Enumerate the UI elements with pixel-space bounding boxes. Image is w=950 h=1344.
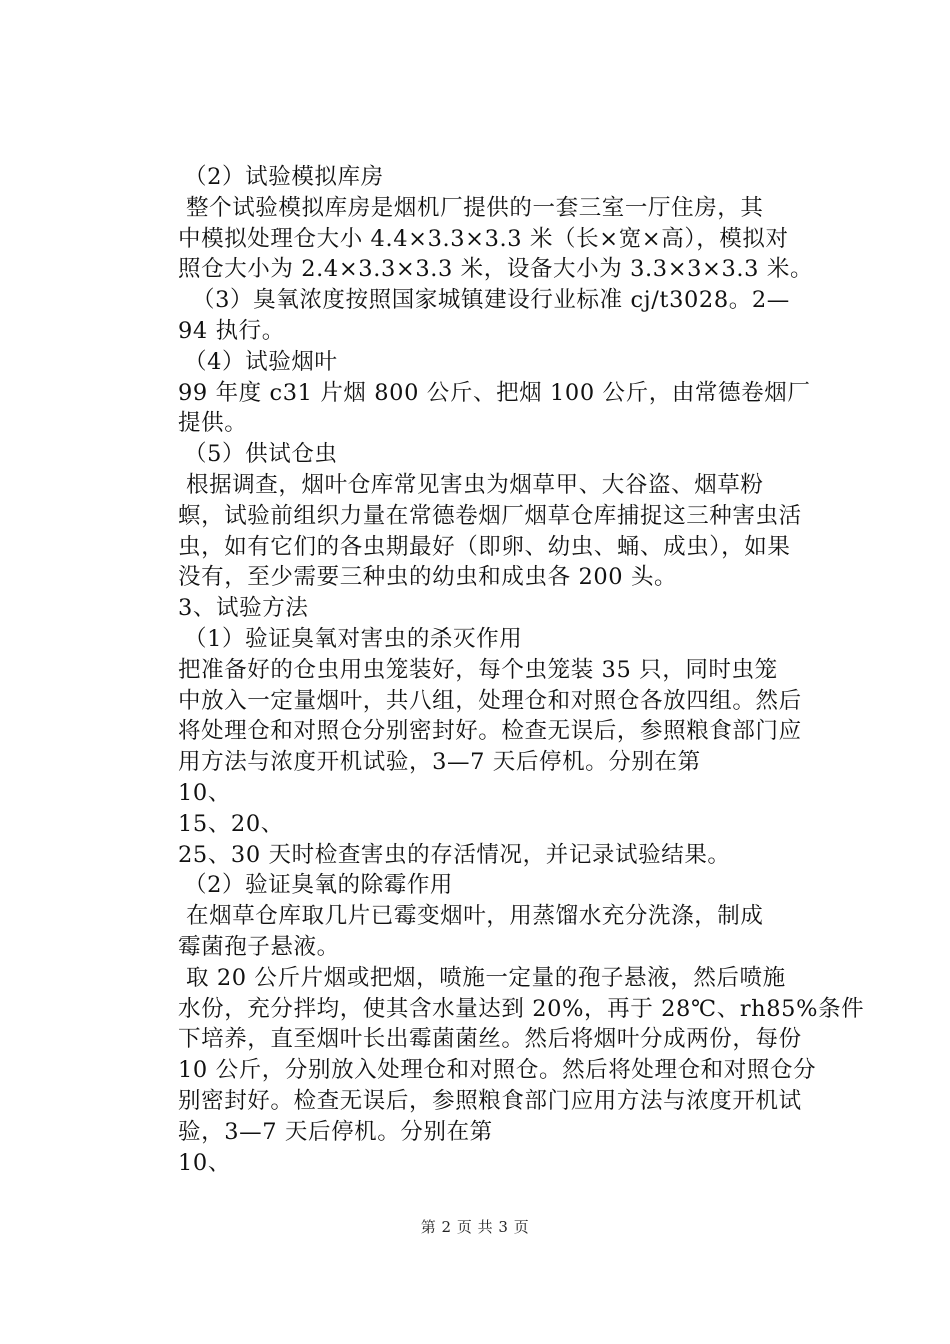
- text-line: 10 公斤，分别放入处理仓和对照仓。然后将处理仓和对照仓分: [178, 1057, 817, 1084]
- text-line: 水份，充分拌均，使其含水量达到 20%，再于 28℃、rh85%条件: [178, 995, 865, 1022]
- text-line: 94 执行。: [178, 317, 285, 344]
- text-line: （3）臭氧浓度按照国家城镇建设行业标准 cj/t3028。2—: [192, 287, 790, 314]
- text-line: 中模拟处理仓大小 4.4×3.3×3.3 米（长×宽×高），模拟对: [178, 225, 789, 252]
- text-line: （2）试验模拟库房: [184, 164, 384, 190]
- text-line: 没有，至少需要三种虫的幼虫和成虫各 200 头。: [178, 564, 678, 591]
- text-line: 10、: [178, 1149, 231, 1176]
- text-line: 用方法与浓度开机试验，3—7 天后停机。分别在第: [178, 749, 701, 776]
- text-line: 25、30 天时检查害虫的存活情况，并记录试验结果。: [178, 841, 731, 868]
- section-heading: 3、试验方法: [178, 595, 309, 622]
- text-line: （5）供试仓虫: [184, 441, 338, 468]
- text-line: 虫，如有它们的各虫期最好（即卵、幼虫、蛹、成虫），如果: [178, 533, 791, 560]
- text-line: 将处理仓和对照仓分别密封好。检查无误后，参照粮食部门应: [178, 718, 802, 745]
- text-line: 根据调查，烟叶仓库常见害虫为烟草甲、大谷盗、烟草粉: [186, 471, 764, 498]
- text-line: （2）验证臭氧的除霉作用: [184, 872, 454, 899]
- text-line: 中放入一定量烟叶，共八组，处理仓和对照仓各放四组。然后: [178, 687, 802, 714]
- text-line: 10、: [178, 779, 231, 806]
- text-line: 取 20 公斤片烟或把烟，喷施一定量的孢子悬液，然后喷施: [186, 964, 786, 991]
- text-line: 把准备好的仓虫用虫笼装好，每个虫笼装 35 只，同时虫笼: [178, 656, 778, 683]
- text-line: 照仓大小为 2.4×3.3×3.3 米，设备大小为 3.3×3×3.3 米。: [178, 256, 814, 283]
- text-line: 15、20、: [178, 810, 284, 837]
- text-line: 整个试验模拟库房是烟机厂提供的一套三室一厅住房，其: [186, 194, 764, 221]
- text-line: 螟，试验前组织力量在常德卷烟厂烟草仓库捕捉这三种害虫活: [178, 502, 802, 529]
- text-line: 霉菌孢子悬液。: [178, 933, 340, 960]
- document-body: [178, 162, 865, 1178]
- page-number-footer: 第 2 页 共 3 页: [420, 1218, 530, 1236]
- text-line: （4）试验烟叶: [184, 348, 338, 375]
- text-line: 下培养，直至烟叶长出霉菌菌丝。然后将烟叶分成两份，每份: [178, 1026, 802, 1053]
- text-line: （1）验证臭氧对害虫的杀灭作用: [184, 625, 523, 652]
- text-line: 别密封好。检查无误后，参照粮食部门应用方法与浓度开机试: [178, 1087, 802, 1114]
- text-line: 提供。: [178, 410, 248, 437]
- text-line: 验，3—7 天后停机。分别在第: [178, 1118, 493, 1145]
- text-line: 在烟草仓库取几片已霉变烟叶，用蒸馏水充分洗涤，制成: [186, 903, 764, 930]
- text-line: 99 年度 c31 片烟 800 公斤、把烟 100 公斤，由常德卷烟厂: [178, 379, 811, 406]
